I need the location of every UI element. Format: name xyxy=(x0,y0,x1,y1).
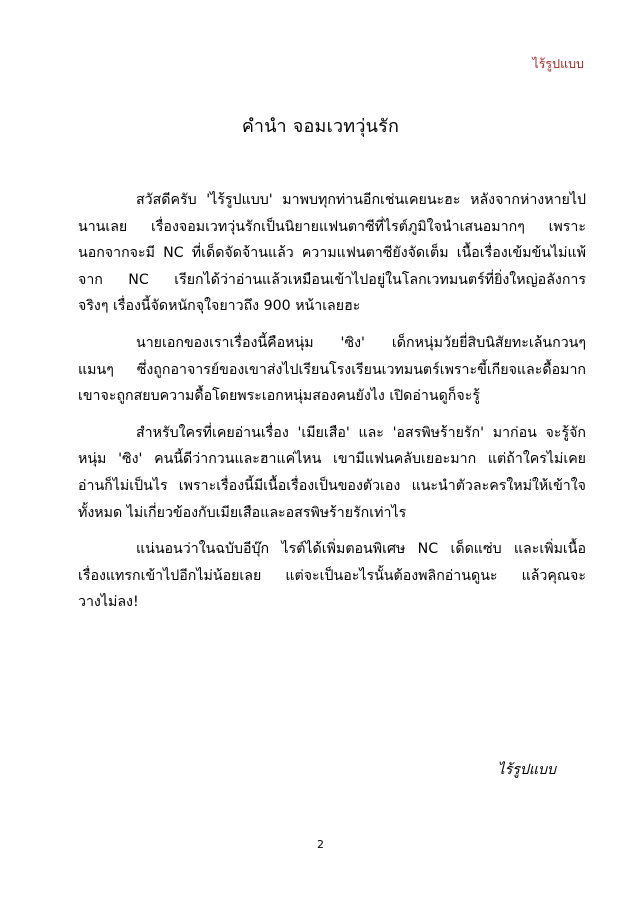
paragraph-line: นายเอกของเราเรื่องนี้คือหนุ่ม 'ซิง' เด็กหนุ่มวัยยี่สิบนิสัยทะเล้นกวนๆ xyxy=(136,334,586,351)
paragraph-1 xyxy=(78,187,586,320)
paragraph-4 xyxy=(78,536,586,616)
paragraph-line: นานเลย เรื่องจอมเวทวุ่นรักเป็นนิยายแฟนตาซีที่ไรต์ภูมิใจนำเสนอมากๆ เพราะ xyxy=(78,218,586,235)
paragraph-3 xyxy=(78,420,586,526)
paragraph-line: เรื่องแทรกเข้าไปอีกไม่น้อยเลย แต่จะเป็นอะไรนั้นต้องพลิกอ่านดูนะ แล้วคุณจะ xyxy=(78,567,586,584)
paragraph-line: นอกจากจะมี NC ที่เด็ดจัดจ้านแล้ว ความแฟนตาซียังจัดเต็ม เนื้อเรื่องเข้มข้นไม่แพ้ xyxy=(78,245,586,262)
paragraph-line: จาก NC เรียกได้ว่าอ่านแล้วเหมือนเข้าไปอยู่ในโลกเวทมนตร์ที่ยิ่งใหญ่อลังการ xyxy=(78,271,586,288)
paragraph-line: อ่านก็ไม่เป็นไร เพราะเรื่องนี้มีเนื้อเรื่องเป็นของตัวเอง แนะนำตัวละครใหม่ให้เข้าใจ xyxy=(78,477,586,494)
preface-body xyxy=(78,187,586,626)
paragraph-line: แมนๆ ซึ่งถูกอาจารย์ของเขาส่งไปเรียนโรงเรียนเวทมนตร์เพราะขี้เกียจและดื้อมาก xyxy=(78,361,586,378)
paragraph-line: ทั้งหมด ไม่เกี่ยวข้องกับเมียเสือและอสรพิษร้ายรักเท่าไร xyxy=(78,504,407,521)
paragraph-line: หนุ่ม 'ซิง' คนนี้ดีว่ากวนและฮาแค่ไหน เขามีแฟนคลับเยอะมาก แต่ถ้าใครไม่เคย xyxy=(78,451,586,468)
paragraph-line: สำหรับใครที่เคยอ่านเรื่อง 'เมียเสือ' และ 'อสรพิษร้ายรัก' มาก่อน จะรู้จัก xyxy=(136,424,586,441)
author-signature: ไร้รูปแบบ xyxy=(497,762,556,778)
paragraph-line: เขาจะถูกสยบความดื้อโดยพระเอกหนุ่มสองคนยังไง เปิดอ่านดูก็จะรู้ xyxy=(78,388,480,405)
page-number: 2 xyxy=(317,838,324,851)
paragraph-line: จริงๆ เรื่องนี้จัดหนักจุใจยาวถึง 900 หน้าเลยฮะ xyxy=(78,298,361,315)
paragraph-line: วางไม่ลง! xyxy=(78,594,139,611)
header-tag: ไร้รูปแบบ xyxy=(532,56,584,71)
paragraph-2 xyxy=(78,330,586,410)
page-title: คำนำ จอมเวทวุ่นรัก xyxy=(241,116,400,137)
paragraph-line: แน่นอนว่าในฉบับอีบุ๊ก ไรต์ได้เพิ่มตอนพิเศษ NC เด็ดแซ่บ และเพิ่มเนื้อ xyxy=(136,541,586,558)
paragraph-line: สวัสดีครับ 'ไร้รูปแบบ' มาพบทุกท่านอีกเช่นเคยนะฮะ หลังจากห่างหายไป xyxy=(136,192,586,208)
